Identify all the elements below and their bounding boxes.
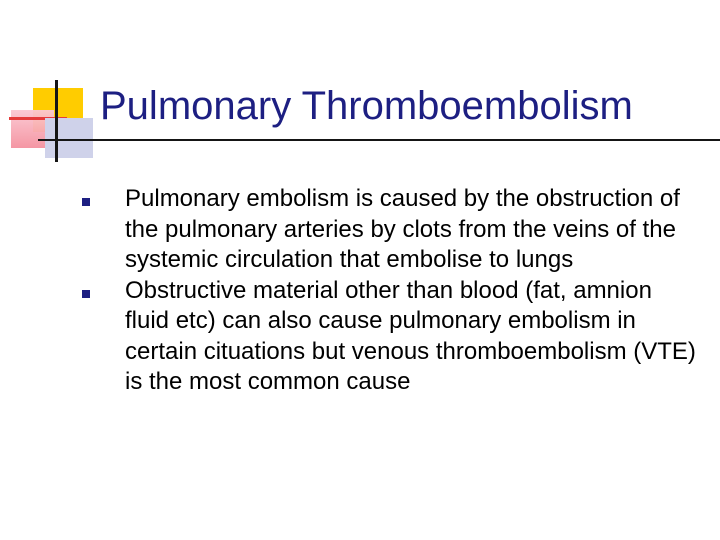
decorative-blue-square bbox=[45, 118, 93, 158]
bullet-item bbox=[80, 184, 700, 276]
bullet-item bbox=[80, 276, 700, 398]
bullet-text: Obstructive material other than blood (fat, amnion fluid etc) can also cause pulmonary embolism in certain cituations but venous thromboembolism (VTE) is the most common cause bbox=[125, 276, 696, 395]
slide-title: Pulmonary Thromboembolism bbox=[100, 84, 633, 128]
title-underline-rule bbox=[38, 139, 720, 141]
square-bullet-icon bbox=[82, 198, 90, 206]
bullet-text: Pulmonary embolism is caused by the obstruction of the pulmonary arteries by clots from the veins of the systemic circulation that embolise to lungs bbox=[125, 185, 680, 273]
square-bullet-icon bbox=[82, 290, 90, 298]
bullet-list bbox=[80, 184, 700, 398]
decorative-vertical-rule bbox=[55, 80, 58, 162]
